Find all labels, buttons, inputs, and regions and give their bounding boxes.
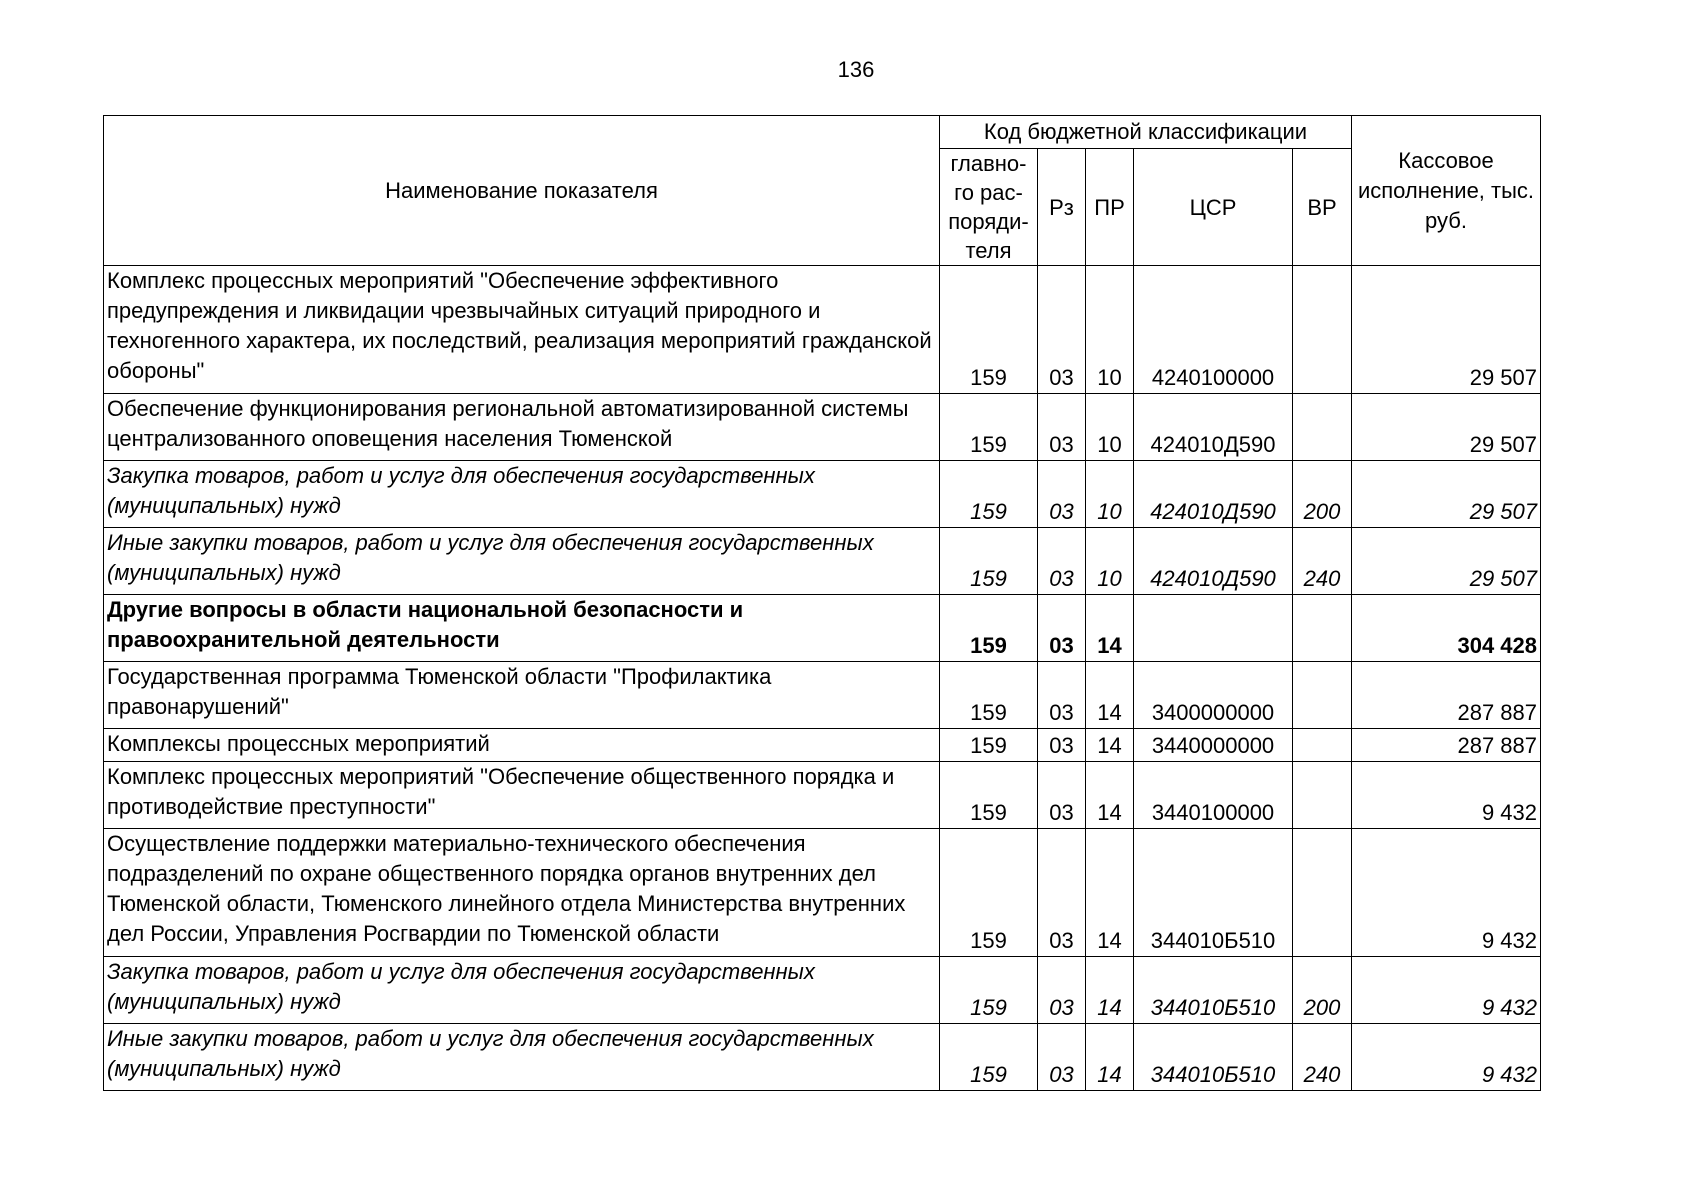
row-rz: 03 (1038, 394, 1086, 461)
row-vr (1293, 394, 1352, 461)
row-name: Осуществление поддержки материально-технического обеспечения подразделений по охране общественного порядка органов внутренних дел Тюменской области, Тюменского линейного отдела Министерства внутренних дел России, Управления Росгвардии по Тюменской области (104, 829, 940, 957)
row-grbs: 159 (940, 266, 1038, 394)
row-pr: 14 (1086, 729, 1134, 762)
row-rz: 03 (1038, 957, 1086, 1024)
row-amount: 9 432 (1352, 762, 1541, 829)
row-pr: 14 (1086, 595, 1134, 662)
row-name: Обеспечение функционирования региональной автоматизированной системы централизованного оповещения населения Тюменской (104, 394, 940, 461)
row-vr: 240 (1293, 1024, 1352, 1091)
row-grbs: 159 (940, 394, 1038, 461)
row-name: Комплекс процессных мероприятий "Обеспечение общественного порядка и противодействие преступности" (104, 762, 940, 829)
table-row (104, 762, 1541, 829)
row-vr (1293, 829, 1352, 957)
row-amount: 29 507 (1352, 394, 1541, 461)
row-rz: 03 (1038, 595, 1086, 662)
row-vr (1293, 595, 1352, 662)
row-pr: 14 (1086, 662, 1134, 729)
row-rz: 03 (1038, 729, 1086, 762)
row-csr: 4240100000 (1134, 266, 1293, 394)
row-rz: 03 (1038, 1024, 1086, 1091)
row-rz: 03 (1038, 829, 1086, 957)
table-row (104, 662, 1541, 729)
header-budget-classification-code: Код бюджетной классификации (940, 116, 1352, 149)
table-row (104, 829, 1541, 957)
header-section: Рз (1038, 149, 1086, 266)
row-pr: 10 (1086, 461, 1134, 528)
row-name: Закупка товаров, работ и услуг для обеспечения государственных (муниципальных) нужд (104, 461, 940, 528)
row-amount: 29 507 (1352, 528, 1541, 595)
row-csr: 424010Д590 (1134, 394, 1293, 461)
row-rz: 03 (1038, 662, 1086, 729)
row-grbs: 159 (940, 595, 1038, 662)
row-csr: 3440000000 (1134, 729, 1293, 762)
row-vr (1293, 266, 1352, 394)
row-csr (1134, 595, 1293, 662)
table-row (104, 729, 1541, 762)
row-grbs: 159 (940, 957, 1038, 1024)
row-rz: 03 (1038, 762, 1086, 829)
row-vr: 240 (1293, 528, 1352, 595)
table-row (104, 1024, 1541, 1091)
row-amount: 287 887 (1352, 729, 1541, 762)
row-vr (1293, 729, 1352, 762)
row-name: Комплексы процессных мероприятий (104, 729, 940, 762)
header-chief-administrator: главно-го рас-поряди-теля (940, 149, 1038, 266)
row-grbs: 159 (940, 762, 1038, 829)
header-expense-type: ВР (1293, 149, 1352, 266)
table-row (104, 266, 1541, 394)
row-name: Иные закупки товаров, работ и услуг для обеспечения государственных (муниципальных) нужд (104, 1024, 940, 1091)
table-row (104, 528, 1541, 595)
table-row (104, 461, 1541, 528)
row-pr: 14 (1086, 957, 1134, 1024)
row-csr: 344010Б510 (1134, 957, 1293, 1024)
row-amount: 9 432 (1352, 957, 1541, 1024)
row-grbs: 159 (940, 461, 1038, 528)
row-grbs: 159 (940, 829, 1038, 957)
row-pr: 10 (1086, 266, 1134, 394)
row-pr: 14 (1086, 762, 1134, 829)
row-csr: 424010Д590 (1134, 461, 1293, 528)
row-grbs: 159 (940, 662, 1038, 729)
row-amount: 304 428 (1352, 595, 1541, 662)
row-csr: 344010Б510 (1134, 1024, 1293, 1091)
row-csr: 424010Д590 (1134, 528, 1293, 595)
row-amount: 287 887 (1352, 662, 1541, 729)
row-pr: 10 (1086, 528, 1134, 595)
row-pr: 14 (1086, 829, 1134, 957)
row-name: Другие вопросы в области национальной безопасности и правоохранительной деятельности (104, 595, 940, 662)
row-amount: 29 507 (1352, 266, 1541, 394)
row-pr: 10 (1086, 394, 1134, 461)
header-target-article: ЦСР (1134, 149, 1293, 266)
row-amount: 9 432 (1352, 829, 1541, 957)
header-subsection: ПР (1086, 149, 1134, 266)
row-rz: 03 (1038, 266, 1086, 394)
row-csr: 344010Б510 (1134, 829, 1293, 957)
table-row (104, 595, 1541, 662)
row-name: Иные закупки товаров, работ и услуг для обеспечения государственных (муниципальных) нужд (104, 528, 940, 595)
row-amount: 9 432 (1352, 1024, 1541, 1091)
row-csr: 3400000000 (1134, 662, 1293, 729)
row-pr: 14 (1086, 1024, 1134, 1091)
row-grbs: 159 (940, 1024, 1038, 1091)
row-rz: 03 (1038, 461, 1086, 528)
row-rz: 03 (1038, 528, 1086, 595)
row-grbs: 159 (940, 528, 1038, 595)
header-indicator-name: Наименование показателя (104, 116, 940, 266)
table-row (104, 957, 1541, 1024)
row-name: Закупка товаров, работ и услуг для обеспечения государственных (муниципальных) нужд (104, 957, 940, 1024)
row-name: Государственная программа Тюменской области "Профилактика правонарушений" (104, 662, 940, 729)
row-vr (1293, 762, 1352, 829)
row-grbs: 159 (940, 729, 1038, 762)
row-vr: 200 (1293, 461, 1352, 528)
row-amount: 29 507 (1352, 461, 1541, 528)
budget-execution-table (103, 115, 1541, 1091)
row-vr: 200 (1293, 957, 1352, 1024)
row-name: Комплекс процессных мероприятий "Обеспечение эффективного предупреждения и ликвидации чрезвычайных ситуаций природного и техногенного характера, их последствий, реализация мероприятий гражданской обороны" (104, 266, 940, 394)
row-csr: 3440100000 (1134, 762, 1293, 829)
header-cash-execution (1352, 116, 1541, 266)
row-vr (1293, 662, 1352, 729)
table-row (104, 394, 1541, 461)
page-number: 136 (837, 57, 875, 82)
header-cash-execution-label: Кассовое исполнение, тыс. руб. (1357, 147, 1535, 233)
